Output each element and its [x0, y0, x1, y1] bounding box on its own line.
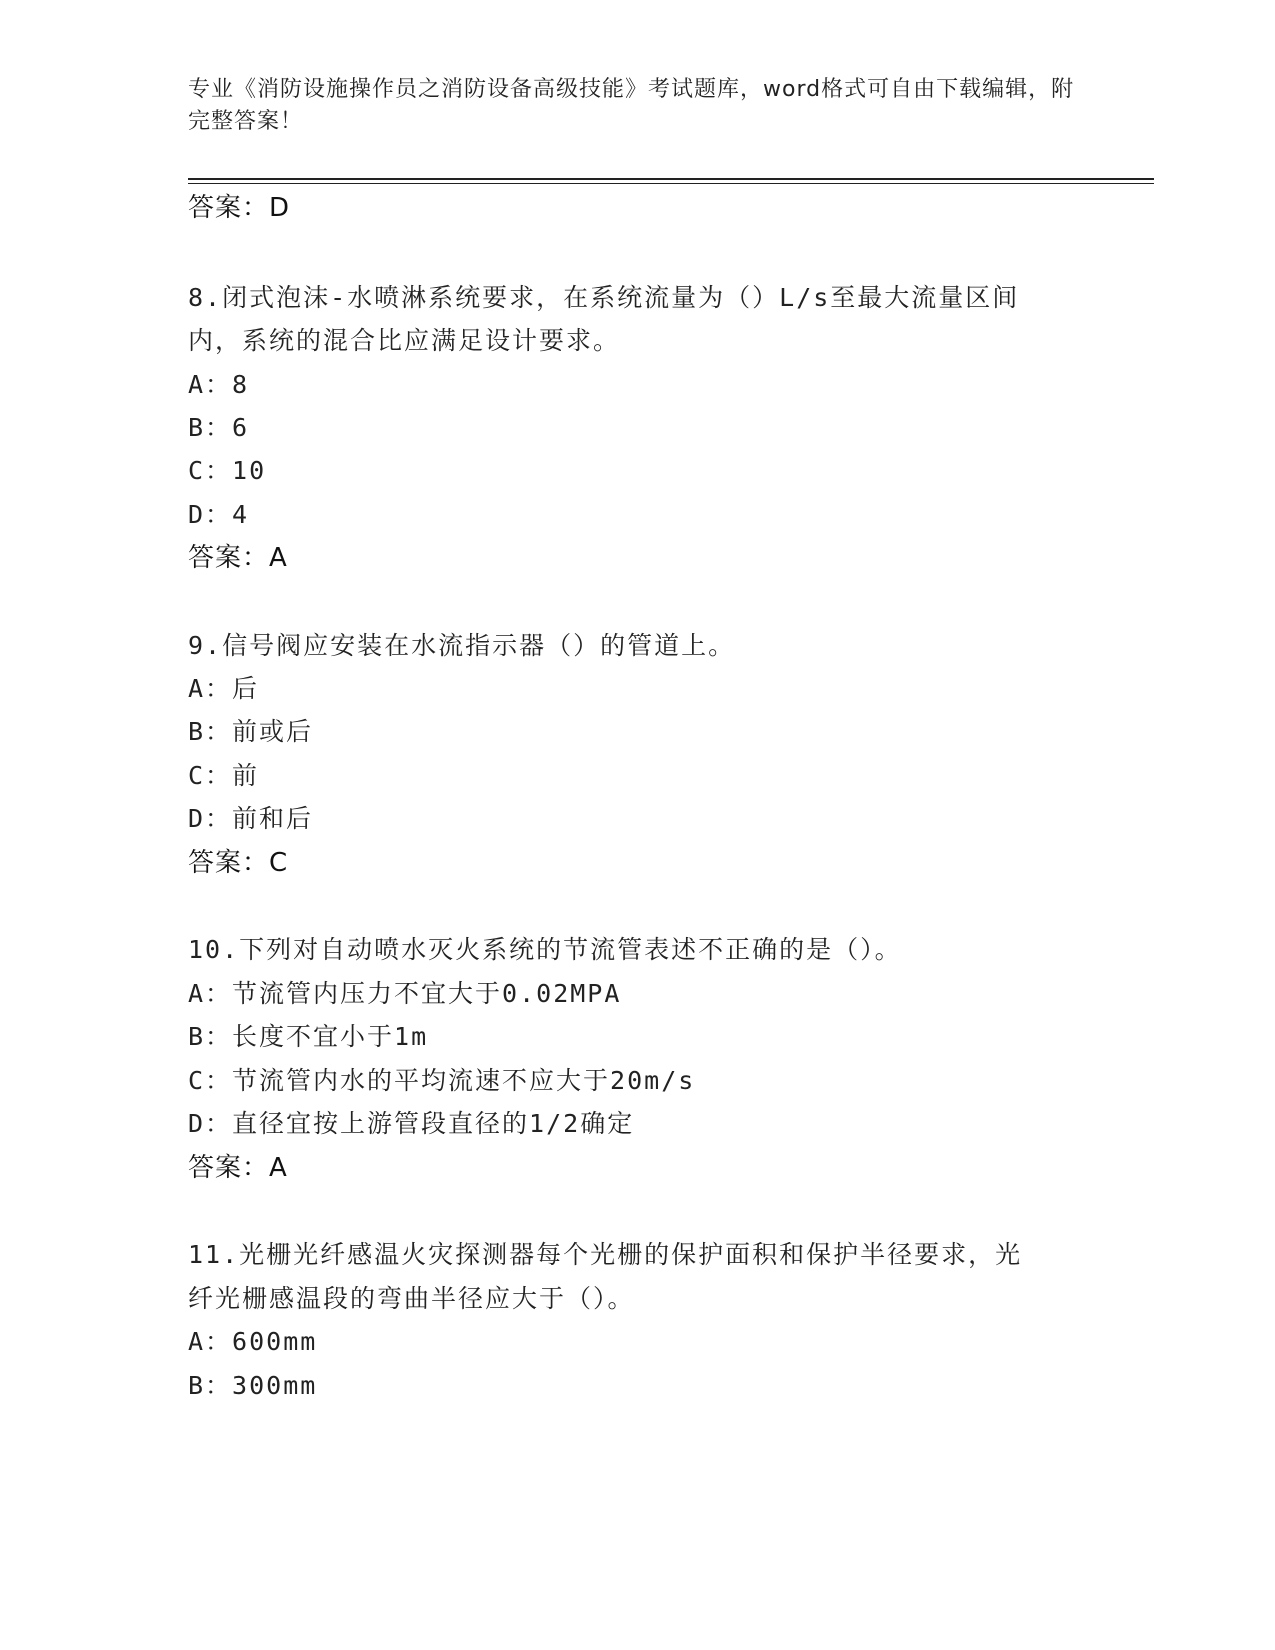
q8-text-line1: 8.闭式泡沫-水喷淋系统要求，在系统流量为（）L/s至最大流量区间 [188, 283, 1020, 312]
previous-answer: 答案：D [188, 193, 291, 223]
document-header: 专业《消防设施操作员之消防设备高级技能》考试题库，word格式可自由下载编辑，附完整答案！ [188, 77, 1075, 134]
q9-option-a: A：后 [188, 674, 260, 703]
q8-option-b: B：6 [188, 413, 250, 442]
q9-option-d: D：前和后 [188, 804, 314, 833]
q10-option-a: A：节流管内压力不宜大于0.02MPA [188, 979, 622, 1008]
q9-text-line1: 9.信号阀应安装在水流指示器（）的管道上。 [188, 631, 736, 660]
q8-text-line2: 内，系统的混合比应满足设计要求。 [188, 326, 621, 355]
q11-option-a: A：600mm [188, 1327, 318, 1356]
q9-option-b: B：前或后 [188, 717, 314, 746]
q8-option-d: D：4 [188, 500, 250, 529]
q9-answer: 答案：C [188, 848, 289, 878]
q11-option-b: B：300mm [188, 1371, 318, 1400]
q10-option-b: B：长度不宜小于1m [188, 1022, 429, 1051]
q8-option-a: A：8 [188, 370, 250, 399]
q8-answer: 答案：A [188, 543, 288, 573]
q10-text-line1: 10.下列对自动喷水灭火系统的节流管表述不正确的是（）。 [188, 935, 902, 964]
header-divider-thick [188, 178, 1154, 180]
q10-answer: 答案：A [188, 1153, 288, 1183]
header-divider-thin [188, 183, 1154, 184]
q11-text-line1: 11.光栅光纤感温火灾探测器每个光栅的保护面积和保护半径要求，光 [188, 1240, 1023, 1269]
q11-text-line2: 纤光栅感温段的弯曲半径应大于（）。 [188, 1284, 635, 1313]
q10-option-d: D：直径宜按上游管段直径的1/2确定 [188, 1109, 635, 1138]
q10-option-c: C：节流管内水的平均流速不应大于20m/s [188, 1066, 696, 1095]
q8-option-c: C：10 [188, 456, 267, 485]
q9-option-c: C：前 [188, 761, 260, 790]
